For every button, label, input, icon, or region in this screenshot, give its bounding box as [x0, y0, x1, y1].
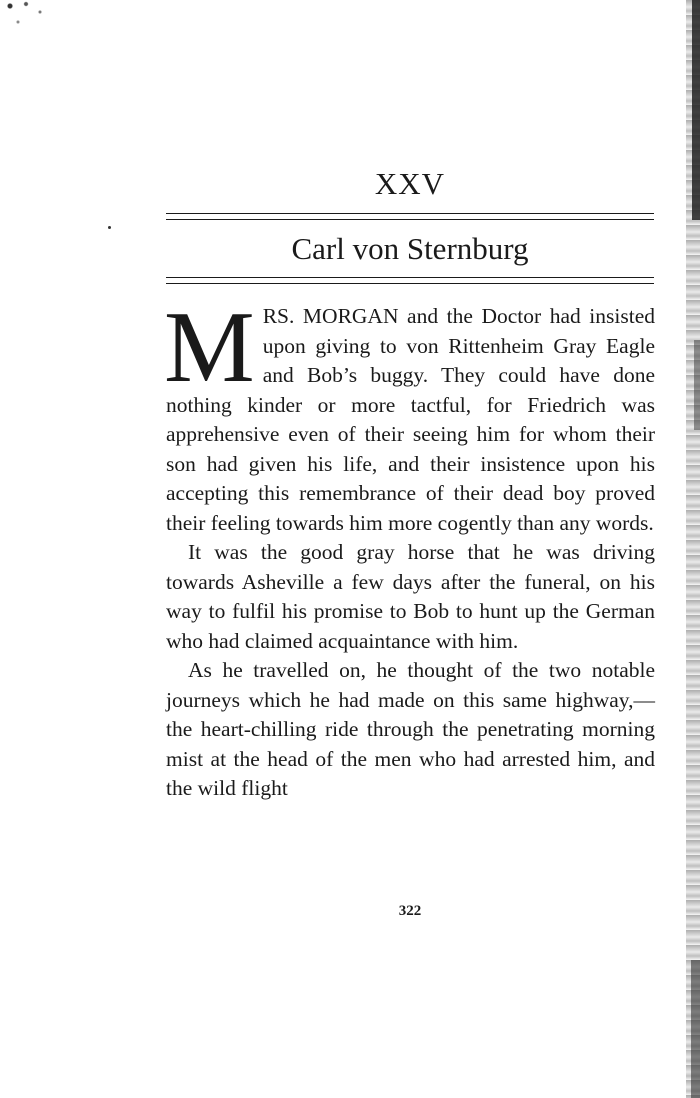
title-rule-bottom-2: [166, 283, 654, 284]
paragraph-1-text: and the Doctor had insisted upon giving to von Rittenheim Gray Eagle and Bob’s buggy. They could have done nothing kinder or more tactful, for Friedrich was apprehensive even of their seeing him for whom their son had given his life, and their insistence upon his accepting this remembrance of their dead boy proved their feeling towards him more cogently than any words.: [166, 304, 655, 535]
paragraph-3: As he travelled on, he thought of the two notable journeys which he had made on this same highway,—the heart-chilling ride through the penetrating morning mist at the head of the men who had arrested him, and the wild flight: [166, 658, 655, 800]
page-edge-dark-top: [692, 0, 700, 220]
lead-in-caps: RS. MORGAN: [262, 304, 399, 328]
drop-cap: M: [164, 291, 255, 404]
scan-speck: [108, 226, 111, 229]
title-rule-bottom-1: [166, 277, 654, 278]
paragraph-1: [164, 291, 655, 538]
page-edge-dark-bottom: [691, 960, 700, 1098]
title-rule-top-1: [166, 213, 654, 214]
title-rule-top-2: [166, 219, 654, 220]
scan-artifact-corner: [0, 0, 60, 40]
chapter-body: [164, 291, 655, 804]
page-edge-dark-middle: [694, 340, 700, 430]
chapter-number: XXV: [374, 166, 446, 201]
page-number: 322: [398, 903, 422, 919]
chapter-title: Carl von Sternburg: [291, 231, 529, 266]
paragraph-2: It was the good gray horse that he was driving towards Asheville a few days after the funeral, on his way to fulfil his promise to Bob to hunt up the German who had claimed acquaintance with him.: [166, 540, 655, 653]
